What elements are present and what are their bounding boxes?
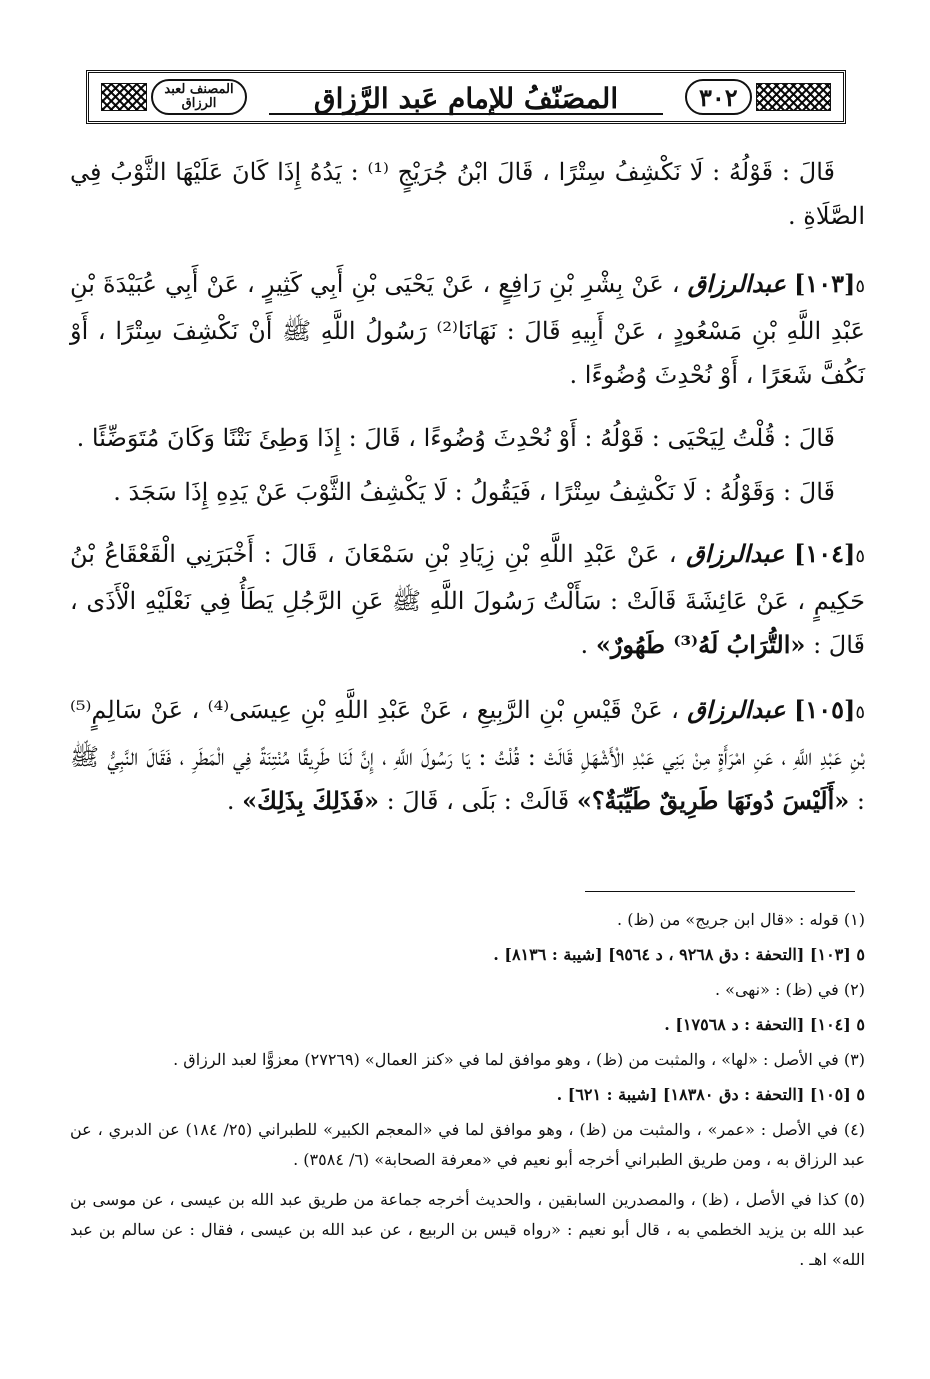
hadith-text: ، عَنْ قَيْسِ بْنِ الرَّبِيعِ ، عَنْ عَبْدِ اللَّهِ بْنِ عِيسَى⁽⁴⁾ ، عَنْ سَالِمٍ⁽⁵⁾ بْنِ عَبْدِ اللَّهِ ، عَنِ امْرَأَةٍ مِنْ بَنِي عَبْدِ الْأَشْهَلِ قَالَتْ : قُلْتُ : يَا رَسُولَ اللَّهِ ، إِنَّ لَنَا طَرِيقًا مُنْتِنَةً فِي الْمَطَرِ ، فَقَالَ النَّبِيُّ ﷺ :: [70, 696, 865, 815]
narrator-name: عبدالرزاق: [687, 269, 786, 298]
paragraph-text: قَالَ : وَقَوْلُهُ : لَا نَكْشِفُ سِتْرًا ، فَيَقُولُ : لَا يَكْشِفُ الثَّوْبَ عَنْ يَدِهِ إِذَا سَجَدَ .: [113, 478, 835, 506]
decorative-braid-icon: [756, 83, 831, 111]
prophetic-quote: «فَذَلِكَ بِذَلِكَ»: [242, 786, 379, 815]
hadith-103: [70, 262, 865, 397]
hadith-text: ، عَنْ بِشْرِ بْنِ رَافِعٍ ، عَنْ يَحْيَى بْنِ أَبِي كَثِيرٍ ، عَنْ أَبِي عُبَيْدَةَ بْنِ عَبْدِ اللَّهِ بْنِ مَسْعُودٍ ، عَنْ أَبِيهِ قَالَ : نَهَانَا⁽²⁾ رَسُولُ اللَّهِ ﷺ أَنْ نَكْشِفَ سِتْرًا ، أَوْ نَكُفَّ شَعَرًا ، أَوْ نُحْدِثَ وُضُوءًا .: [70, 270, 865, 389]
paragraph-text: قَالَ : قُلْتُ لِيَحْيَى : قَوْلُهُ : أَوْ نُحْدِثَ وُضُوءًا ، قَالَ : إِذَا وَطِئَ نَتْنًا وَكَانَ مُتَوَضِّئًا .: [76, 424, 835, 452]
hadith-marker-icon: ٥: [855, 276, 865, 297]
page-header: [86, 70, 846, 124]
footnote: (٢) في (ظ) : «نهى» .: [715, 980, 865, 999]
text-paragraph: [70, 470, 865, 514]
logo-ornament: [97, 79, 247, 115]
hadith-105: [70, 688, 865, 823]
hadith-104: [70, 532, 865, 667]
prophetic-quote: «أَلَيْسَ دُونَهَا طَرِيقٌ طَيِّبَةٌ؟»: [576, 786, 850, 815]
hadith-number: [١٠٣]: [793, 269, 856, 298]
footnote-reference: ٥ [١٠٥] [التحفة : دق ١٨٣٨٠] [شيبة : ٦٢١] .: [556, 1085, 865, 1104]
text-paragraph: [70, 416, 865, 460]
hadith-text-continued: قَالَتْ : بَلَى ، قَالَ :: [386, 787, 570, 815]
footnote-reference: ٥ [١٠٣] [التحفة : دق ٩٢٦٨ ، د ٩٥٦٤] [شيبة : ٨١٣٦] .: [493, 945, 865, 964]
hadith-marker-icon: ٥: [855, 702, 865, 723]
footnote: (٥) كذا في الأصل ، (ظ) ، والمصدرين السابقين ، والحديث أخرجه جماعة من طريق عبد الله بن عيسى ، عن موسى بن عبد الله بن يزيد الخطمي به ، قال أبو نعيم : «رواه قيس بن الربيع ، عن عبد الله بن عيسى ، فقال : عن سالم بن عبد الله» اهـ .: [70, 1190, 865, 1269]
hadith-marker-icon: ٥: [855, 546, 866, 567]
hadith-text: ، عَنْ عَبْدِ اللَّهِ بْنِ زِيَادِ بْنِ سَمْعَانَ ، قَالَ : أَخْبَرَنِي الْقَعْقَاعُ بْنُ حَكِيمٍ ، عَنْ عَائِشَةَ قَالَتْ : سَأَلْتُ رَسُولَ اللَّهِ ﷺ عَنِ الرَّجُلِ يَطَأُ فِي نَعْلَيْهِ الْأَذَى ، قَالَ :: [70, 540, 865, 659]
prophetic-quote: «التُّرَابُ لَهُ⁽³⁾ طَهُورٌ»: [595, 630, 806, 659]
hadith-tail: .: [226, 787, 235, 815]
footnote-reference: ٥ [١٠٤] [التحفة : د ١٧٥٦٨] .: [664, 1015, 865, 1034]
running-title: المصَنّفُ للإمام عَبد الرَّزاق: [269, 79, 663, 117]
footnote: (٤) في الأصل : «عمر» ، والمثبت من (ظ) ، وهو موافق لما في «المعجم الكبير» للطبراني (٢٥/ ١٨٤) عن الدبري ، عن عبد الرزاق به ، ومن طريق الطبراني أخرجه أبو نعيم في «معرفة الصحابة» (٦/ ٣٥٨٤) .: [70, 1120, 865, 1169]
page-number: ٣٠٢: [685, 79, 752, 115]
hadith-number: [١٠٥]: [793, 695, 856, 724]
hadith-tail: .: [580, 631, 589, 659]
book-logo: المصنف لعبد الرزاق: [151, 79, 247, 115]
page-number-ornament: [685, 79, 835, 115]
narrator-name: عبدالرزاق: [686, 539, 785, 568]
footnote: (١) قوله : «قال ابن جريج» من (ظ) .: [617, 910, 865, 929]
text-paragraph: [70, 150, 865, 238]
hadith-number: [١٠٤]: [793, 539, 856, 568]
footnote-divider: [585, 891, 855, 892]
paragraph-text: قَالَ : قَوْلُهُ : لَا نَكْشِفُ سِتْرًا ، قَالَ ابْنُ جُرَيْجٍ ⁽¹⁾ : يَدُهُ إِذَا كَانَ عَلَيْهَا الثَّوْبُ فِي الصَّلَاةِ .: [70, 158, 865, 230]
decorative-braid-icon: [101, 83, 147, 111]
footnote: (٣) في الأصل : «لها» ، والمثبت من (ظ) ، وهو موافق لما في «كنز العمال» (٢٧٢٦٩) معزوًّا لعبد الرزاق .: [173, 1050, 865, 1069]
narrator-name: عبدالرزاق: [687, 695, 786, 724]
